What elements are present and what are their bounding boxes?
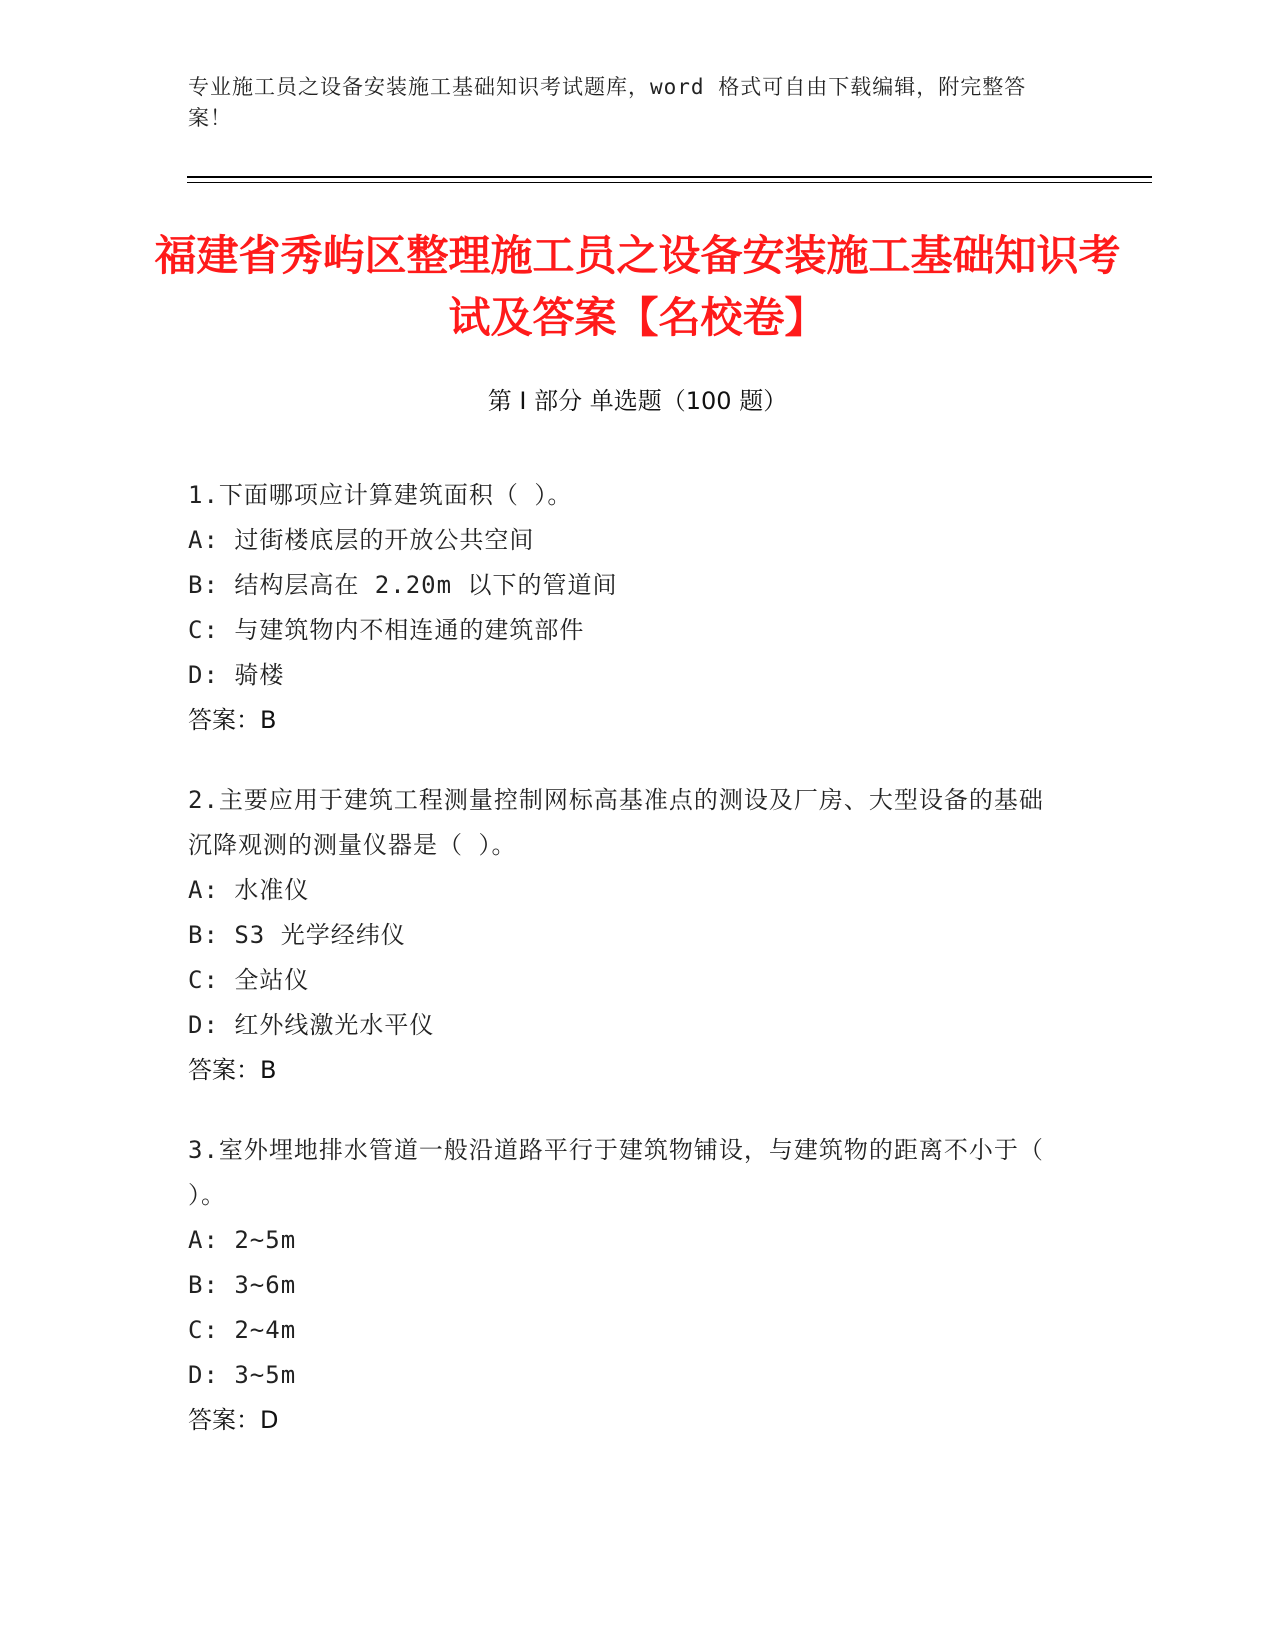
option-b: B: 3~6m	[188, 1271, 297, 1299]
question-list	[188, 473, 1068, 1478]
section-heading: 第 I 部分 单选题（100 题）	[487, 387, 788, 415]
header-note: 专业施工员之设备安装施工基础知识考试题库，word 格式可自由下载编辑，附完整答案！	[188, 75, 1027, 130]
answer: 答案：D	[188, 1406, 279, 1434]
option-c: C: 与建筑物内不相连通的建筑部件	[188, 616, 585, 644]
option-c: C: 全站仪	[188, 966, 310, 994]
answer: 答案：B	[188, 1056, 277, 1084]
header-rule-thick	[187, 176, 1152, 178]
answer: 答案：B	[188, 706, 277, 734]
option-a: A: 2~5m	[188, 1226, 297, 1254]
question-2	[188, 778, 1068, 1093]
option-c: C: 2~4m	[188, 1316, 297, 1344]
question-text: 3.室外埋地排水管道一般沿道路平行于建筑物铺设，与建筑物的距离不小于（ ）。	[188, 1136, 1044, 1209]
question-1	[188, 473, 1068, 743]
question-3	[188, 1128, 1068, 1443]
option-a: A: 水准仪	[188, 876, 310, 904]
question-text: 2.主要应用于建筑工程测量控制网标高基准点的测设及厂房、大型设备的基础沉降观测的测量仪器是（ ）。	[188, 786, 1044, 859]
question-text: 1.下面哪项应计算建筑面积（ ）。	[188, 481, 573, 509]
option-d: D: 骑楼	[188, 661, 285, 689]
document-title: 福建省秀屿区整理施工员之设备安装施工基础知识考试及答案【名校卷】	[154, 231, 1121, 342]
option-d: D: 红外线激光水平仪	[188, 1011, 435, 1039]
header-rule-thin	[187, 182, 1152, 183]
option-d: D: 3~5m	[188, 1361, 297, 1389]
option-b: B: 结构层高在 2.20m 以下的管道间	[188, 571, 618, 599]
option-b: B: S3 光学经纬仪	[188, 921, 406, 949]
option-a: A: 过街楼底层的开放公共空间	[188, 526, 535, 554]
